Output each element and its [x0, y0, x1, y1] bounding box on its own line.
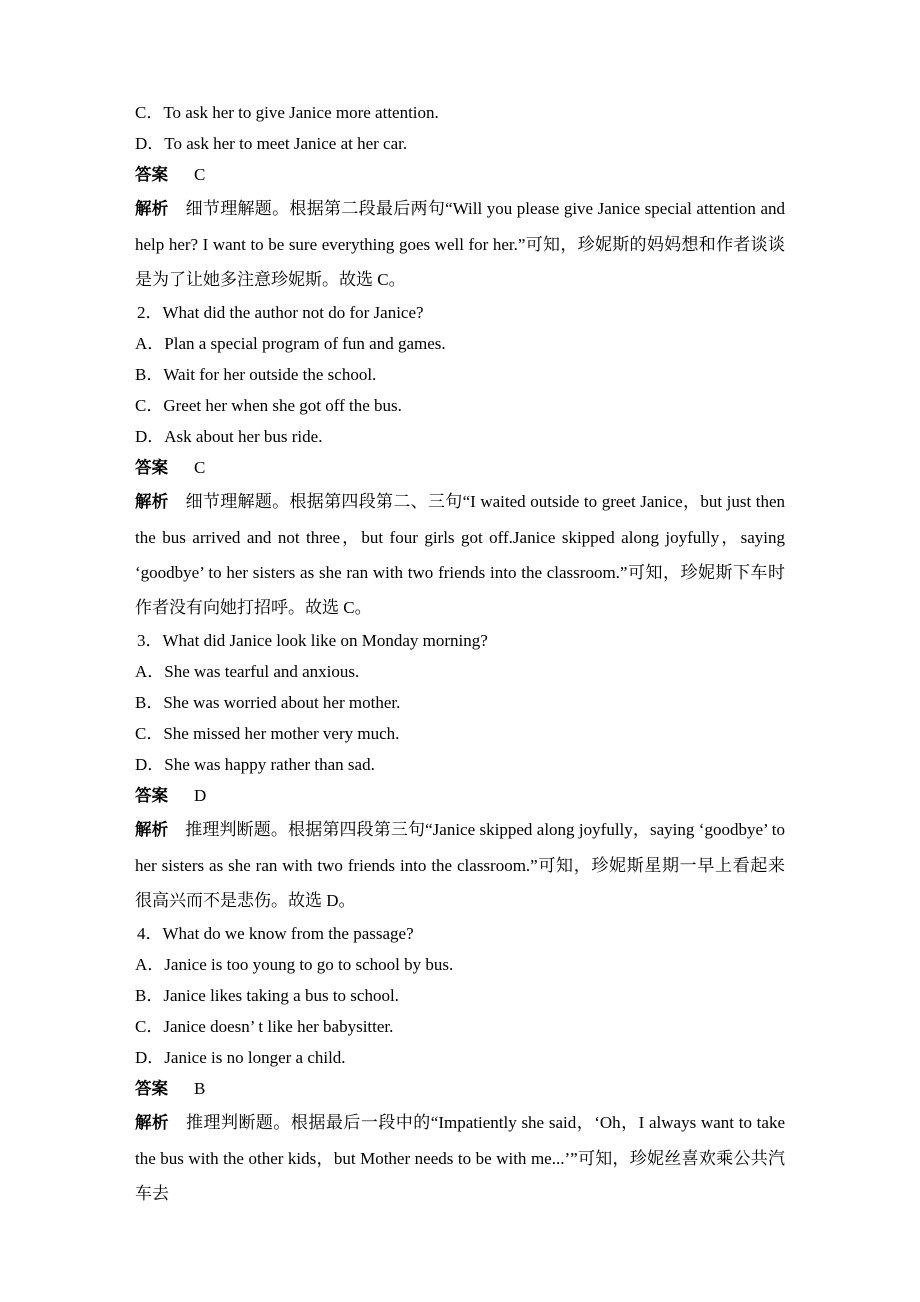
answer-line [135, 452, 785, 484]
option-line: A．She was tearful and anxious. [135, 662, 360, 681]
option-line: D．Ask about her bus ride. [135, 427, 323, 446]
analysis-text: 细节理解题。根据第二段最后两句“Will you please give Janice special attention and help her? I want to be sure everything goes well for her.”可知，珍妮斯的妈妈想和作者谈谈是为了让她多注意珍妮斯。故选 C。 [135, 199, 786, 289]
option-line: A．Plan a special program of fun and games. [135, 334, 446, 353]
option-line: C．To ask her to give Janice more attention. [135, 103, 439, 122]
option-line: C．Greet her when she got off the bus. [135, 396, 402, 415]
option-line: B．Janice likes taking a bus to school. [135, 986, 399, 1005]
option-line: A．Janice is too young to go to school by bus. [135, 955, 454, 974]
option-line: B．She was worried about her mother. [135, 693, 401, 712]
analysis-label: 解析 [135, 200, 169, 218]
analysis-text: 细节理解题。根据第四段第二、三句“I waited outside to greet Janice，but just then the bus arrived and not three，but four girls got off.Janice skipped along joyfully，saying ‘goodbye’ to her sisters as she ran with two friends into the classroom.”可知，珍妮斯下车时作者没有向她打招呼。故选 C。 [135, 492, 785, 617]
answer-label: 答案 [135, 1080, 168, 1098]
answer-line [135, 1073, 785, 1105]
answer-label: 答案 [135, 787, 168, 805]
question-line: 2．What did the author not do for Janice? [137, 303, 424, 322]
option-line: D．She was happy rather than sad. [135, 755, 375, 774]
answer-value: C [194, 458, 206, 477]
analysis-paragraph [135, 191, 785, 297]
answer-label: 答案 [135, 459, 168, 477]
analysis-text: 推理判断题。根据第四段第三句“Janice skipped along joyfully，saying ‘goodbye’ to her sisters as she ran with two friends into the classroom.”可知，珍妮斯星期一早上看起来很高兴而不是悲伤。故选 D。 [135, 820, 785, 910]
option-line: D．To ask her to meet Janice at her car. [135, 134, 408, 153]
option-line: D．Janice is no longer a child. [135, 1048, 346, 1067]
answer-label: 答案 [135, 166, 168, 184]
answer-line [135, 780, 785, 812]
analysis-label: 解析 [135, 493, 169, 511]
analysis-text: 推理判断题。根据最后一段中的“Impatiently she said，‘Oh，I always want to take the bus with the other kids，but Mother needs to be with me...’”可知，珍妮丝喜欢乘公共汽车去 [135, 1113, 785, 1203]
option-line: B．Wait for her outside the school. [135, 365, 377, 384]
analysis-paragraph [135, 484, 785, 625]
analysis-label: 解析 [135, 1114, 169, 1132]
answer-value: B [194, 1079, 206, 1098]
option-line: C．Janice doesn’ t like her babysitter. [135, 1017, 394, 1036]
analysis-label: 解析 [135, 821, 169, 839]
answer-line [135, 159, 785, 191]
answer-value: C [194, 165, 206, 184]
analysis-paragraph [135, 812, 785, 918]
analysis-paragraph [135, 1105, 785, 1211]
option-line: C．She missed her mother very much. [135, 724, 400, 743]
question-line: 3．What did Janice look like on Monday morning? [137, 631, 488, 650]
answer-value: D [194, 786, 207, 805]
question-line: 4．What do we know from the passage? [137, 924, 414, 943]
